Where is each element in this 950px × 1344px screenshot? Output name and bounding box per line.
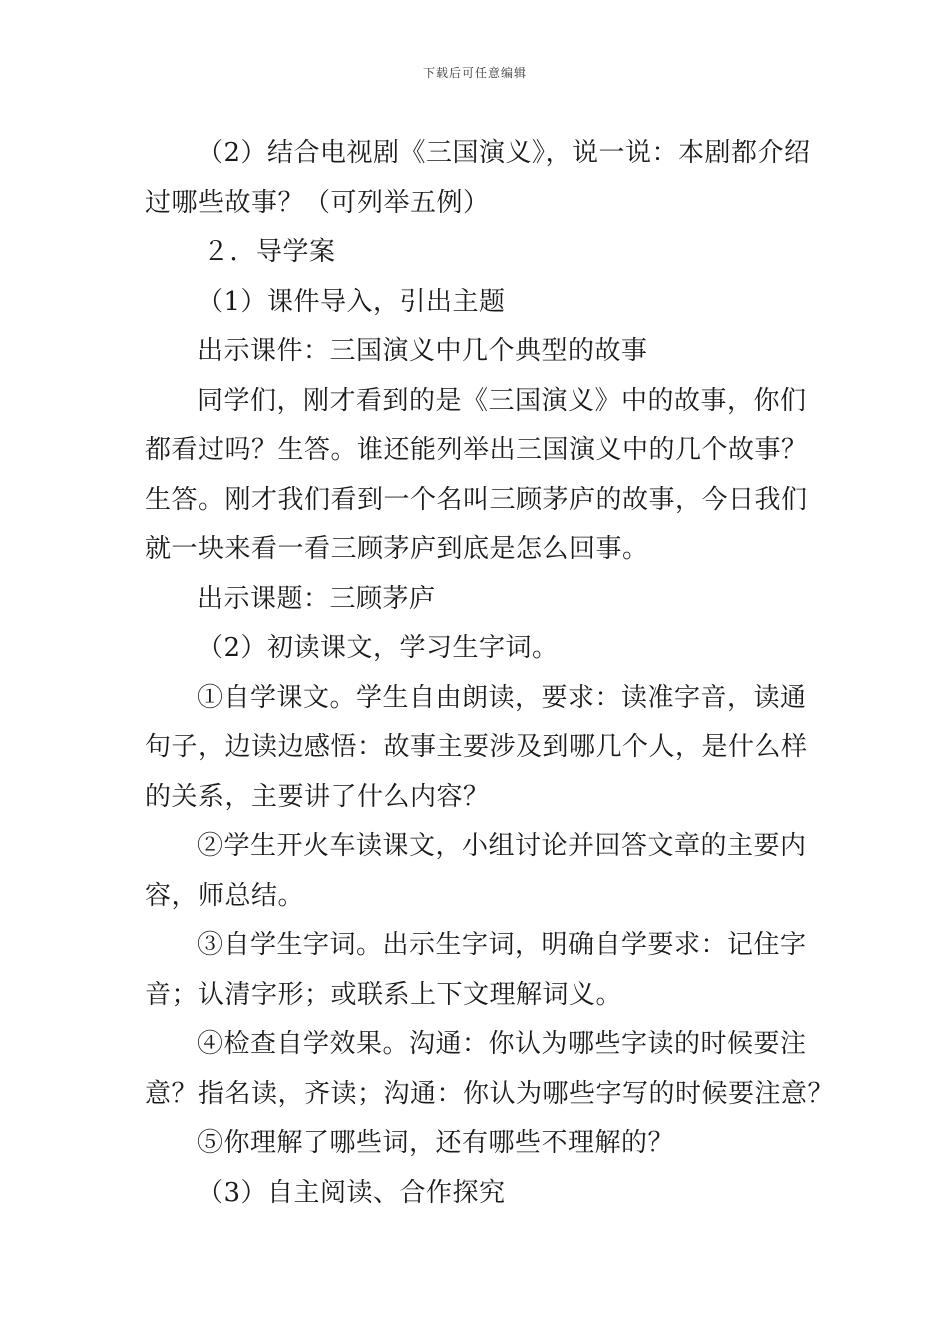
paragraph-line: 出示课件：三国演义中几个典型的故事 <box>197 336 648 366</box>
paragraph-line: ①自学课文。学生自由朗读，要求：读准字音，读通 <box>197 682 807 713</box>
paragraph-line: 音；认清字形；或联系上下文理解词义。 <box>145 979 623 1010</box>
page-header: 下载后可任意编辑 <box>422 66 527 80</box>
subsection-heading: （2）初读课文，学习生字词。 <box>197 633 559 663</box>
paragraph-line: （2）结合电视剧《三国演义》，说一说：本剧都介绍 <box>197 138 811 168</box>
document-body <box>145 129 835 1218</box>
paragraph-line: 都看过吗？生答。谁还能列举出三国演义中的几个故事？ <box>145 435 808 465</box>
paragraph-line: 过哪些故事？（可列举五例） <box>145 187 490 218</box>
paragraph-line: 同学们，刚才看到的是《三国演义》中的故事，你们 <box>197 385 807 416</box>
section-heading: ２．导学案 <box>203 237 336 267</box>
paragraph-line: 句子，边读边感悟：故事主要涉及到哪几个人，是什么样 <box>145 732 808 762</box>
subsection-heading: （1）课件导入，引出主题 <box>197 286 506 317</box>
paragraph-line: 容，师总结。 <box>145 880 305 911</box>
paragraph-line: 生答。刚才我们看到一个名叫三顾茅庐的故事，今日我们 <box>145 484 808 515</box>
paragraph-line: ④检查自学效果。沟通：你认为哪些字读的时候要注 <box>197 1029 807 1059</box>
paragraph-line: ③自学生字词。出示生字词，明确自学要求：记住字 <box>197 930 807 960</box>
paragraph-line: 意？指名读，齐读；沟通：你认为哪些字写的时候要注意？ <box>145 1078 835 1109</box>
paragraph-line: 的关系，主要讲了什么内容？ <box>145 781 490 812</box>
paragraph-line: ⑤你理解了哪些词，还有哪些不理解的？ <box>197 1128 675 1158</box>
paragraph-line: 就一块来看一看三顾茅庐到底是怎么回事。 <box>145 534 649 564</box>
paragraph-line: 出示课题：三顾茅庐 <box>197 583 436 614</box>
paragraph-line: ②学生开火车读课文，小组讨论并回答文章的主要内 <box>197 831 807 861</box>
subsection-heading: （3）自主阅读、合作探究 <box>197 1177 506 1208</box>
